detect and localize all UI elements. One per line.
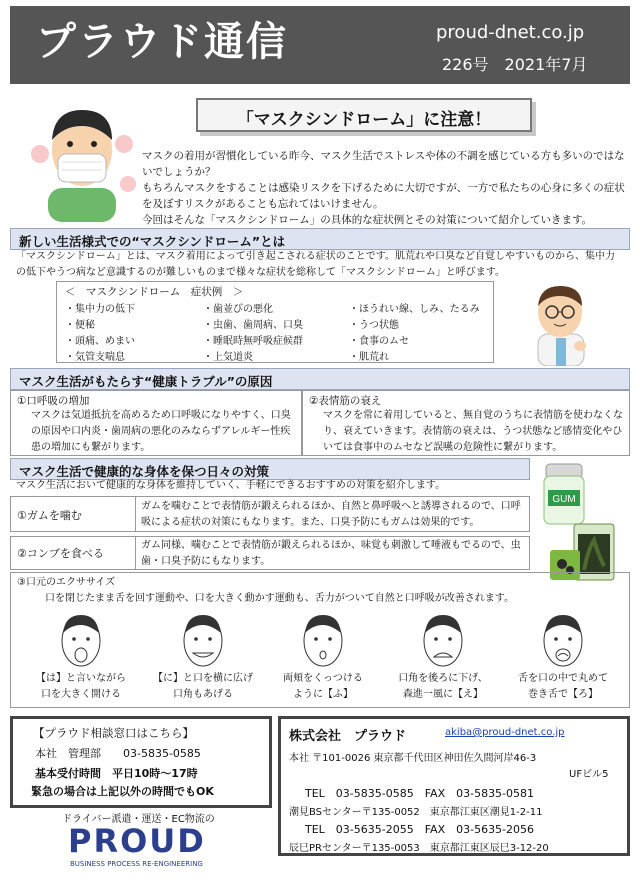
cause-body: マスクを常に着用していると、無自覚のうちに表情筋を使わなくなり、衰えていきます。表情筋の衰えは、うつ状態など感情変化やひいては食事中のムセなど誤嚥の危険性に繋がります。: [323, 410, 623, 453]
countermeasure-kelp: [10, 536, 530, 570]
exercise-caption: 【は】と言いながら 口を大きく開ける: [36, 673, 126, 700]
symptom-item: ・頭痛、めまい: [65, 336, 135, 347]
head-office-address: 本社 〒101-0026 東京都千代田区神田佐久間河岸46-3: [289, 753, 537, 764]
exercise-caption: 【に】と口を横に広げ 口角もあげる: [153, 673, 253, 700]
symptom-item: ・うつ状態: [349, 320, 399, 331]
exercise-caption: 舌を口の中で丸めて 巻き舌で【ろ】: [518, 673, 608, 700]
countermeasure-intro: マスク生活において健康的な身体を維持していく、手軽にできるおすすめの対策を紹介します。: [16, 480, 446, 491]
face-ha-icon: [59, 613, 103, 669]
blush-cloud-icon: [120, 176, 136, 192]
contact-email-link[interactable]: akiba@proud-dnet.co.jp: [445, 727, 565, 738]
cause-mouth-breathing: [10, 390, 302, 456]
section-header-mask-syndrome: [10, 228, 630, 250]
shiomi-center-address: 潮見BSセンター〒135-0052 東京都江東区潮見1-2-11: [289, 807, 543, 818]
blush-cloud-icon: [31, 145, 49, 163]
logo-tagline: ドライバー派遣・運送・EC物流の: [62, 814, 215, 825]
gum-bottle-icon: [540, 462, 588, 526]
logo-wordmark: PROUD: [68, 822, 206, 860]
symptom-item: ・便秘: [65, 320, 95, 331]
masked-person-illustration: [28, 92, 136, 222]
exercise-caption: 口角を後ろに下げ、 森進一風に【え】: [398, 673, 488, 700]
company-name: 株式会社 プラウド: [289, 729, 407, 744]
countermeasure-desc: ガムを噛むことで表情筋が鍛えられるほか、自然と鼻呼吸へと誘導されるので、口呼吸による症状の対策にもなります。また、口臭予防にもガムは効果的です。: [141, 501, 521, 528]
head-office-building: UFビル5: [569, 769, 609, 780]
doctor-illustration: [526, 282, 592, 366]
countermeasure-gum: [10, 496, 530, 532]
symptom-item: ・肌荒れ: [349, 352, 389, 363]
intro-paragraph: 今回はそんな「マスクシンドローム」の具体的な症状例とその対策について紹介していきます。: [142, 214, 593, 226]
symptom-item: ・気管支喘息: [65, 352, 125, 363]
newsletter-title: プラウド通信: [36, 19, 288, 65]
symptom-item: ・集中力の低下: [65, 304, 135, 315]
section-header-countermeasures: [10, 458, 530, 480]
consultation-box: [10, 716, 272, 808]
consult-title: 【プラウド相談窓口はこちら】: [33, 726, 194, 740]
proud-logo: [10, 808, 272, 878]
countermeasure-label: ②コンブを食べる: [17, 547, 104, 560]
face-e-icon: [421, 613, 465, 669]
countermeasure-desc: ガム同様、噛むことで表情筋が鍛えられるほか、味覚も刺激して唾液もでるので、虫歯・口臭予防にもなります。: [141, 540, 521, 567]
symptom-item: ・ほうれい線、しみ、たるみ: [349, 304, 480, 315]
symptom-list-box: [56, 281, 494, 363]
company-info-box: [278, 716, 630, 856]
tatsumi-center-address: 辰巳PRセンター〒135-0053 東京都江東区辰巳3-12-20: [289, 843, 549, 854]
intro-paragraph: マスクの着用が習慣化している昨今、マスク生活でストレスや体の不調を感じている方も多いのではないでしょうか？: [142, 150, 625, 178]
intro-text: [142, 148, 632, 228]
symptom-item: ・虫歯、歯周病、口臭: [203, 320, 303, 331]
main-title: 「マスクシンドローム」に注意！: [236, 110, 492, 130]
exercise-desc: 口を閉じたまま舌を回す運動や、口を大きく動かす運動も、舌力がついて自然と口呼吸が改善されます。: [45, 593, 514, 604]
head-office-tel: TEL 03-5835-0585 FAX 03-5835-0581: [305, 787, 535, 800]
site-url: proud-dnet.co.jp: [436, 22, 585, 43]
consult-phone: 本社 管理部 03-5835-0585: [35, 747, 201, 760]
masthead: [10, 6, 630, 84]
exercise-caption: 両頬をくっつける ように【ふ】: [283, 673, 363, 700]
cause-title: ②表情筋の衰え: [309, 395, 382, 407]
exercise-title: ③口元のエクササイズ: [17, 577, 116, 588]
main-title-banner: [196, 98, 532, 132]
consult-emergency: 緊急の場合は上記以外の時間でもOK: [31, 785, 214, 798]
symptom-item: ・睡眠時無呼吸症候群: [203, 336, 303, 347]
blush-cloud-icon: [115, 135, 133, 153]
exercise-section: [10, 572, 630, 708]
shiomi-center-tel: TEL 03-5635-2055 FAX 03-5635-2056: [305, 823, 535, 836]
section-heading: マスク生活がもたらす“健康トラブル”の原因: [19, 374, 273, 389]
section-body: 「マスクシンドローム」とは、マスク着用によって引き起こされる症状のことです。肌荒れや口臭など自覚しやすいものから、集中力の低下やうつ病など意識するのが難しいものまで様々な症状を総称して「マスクシンドローム」と呼びます。: [16, 251, 615, 278]
cause-title: ①口呼吸の増加: [17, 395, 90, 407]
face-ni-icon: [181, 613, 225, 669]
issue-number: 226号 2021年7月: [442, 55, 588, 74]
section-heading: マスク生活で健康的な身体を保つ日々の対策: [19, 464, 270, 479]
symptom-item: ・上気道炎: [203, 352, 253, 363]
symptom-item: ・食事のムセ: [349, 336, 409, 347]
section-heading: 新しい生活様式での“マスクシンドローム”とは: [19, 234, 286, 249]
section-header-health-trouble: [10, 368, 630, 390]
symptom-item: ・歯並びの悪化: [203, 304, 273, 315]
intro-paragraph: もちろんマスクをすることは感染リスクを下げるために大切ですが、一方で私たちの心身に多くの症状を及ぼすリスクがあることも忘れてはいけません。: [142, 182, 625, 210]
consult-hours: 基本受付時間 平日10時～17時: [35, 767, 198, 780]
logo-subtitle: BUSINESS PROCESS RE-ENGINEERING: [70, 860, 203, 868]
face-fu-icon: [301, 613, 345, 669]
gum-brand-label: GUM: [552, 494, 576, 505]
countermeasure-label: ①ガムを噛む: [17, 509, 82, 522]
face-ro-icon: [541, 613, 585, 669]
symptom-list-title: ＜ マスクシンドローム 症状例 ＞: [65, 286, 244, 298]
cause-facial-muscles: [302, 390, 630, 456]
cause-body: マスクは気道抵抗を高めるため口呼吸になりやすく、口臭の原因や口内炎・歯周病の悪化のみならずアレルギー性疾患の増加にも繋がります。: [31, 410, 291, 453]
